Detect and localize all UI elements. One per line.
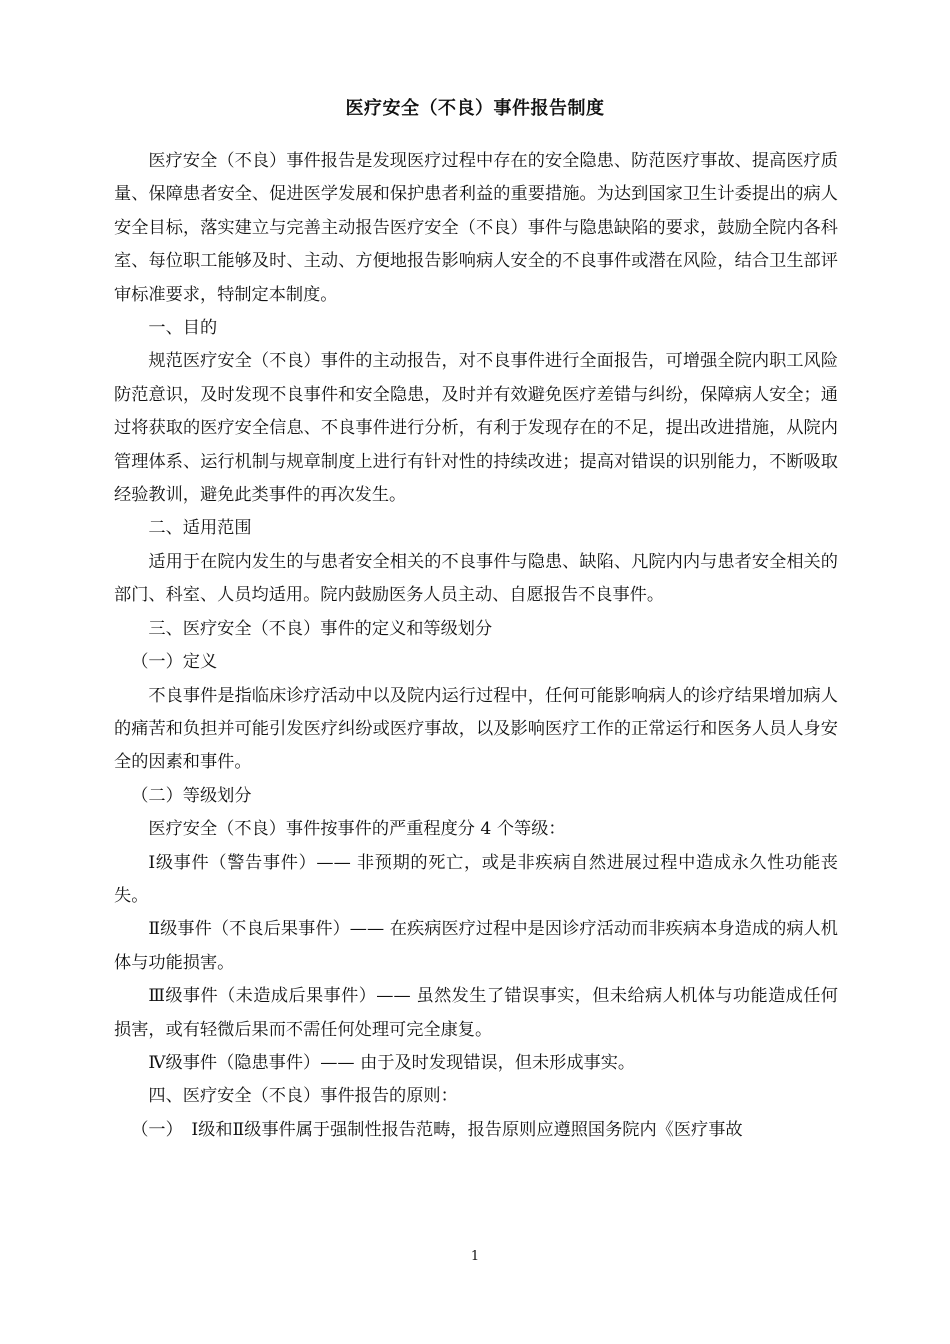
intro-paragraph: 医疗安全（不良）事件报告是发现医疗过程中存在的安全隐患、防范医疗事故、提高医疗质量、保障患者安全、促进医学发展和保护患者利益的重要措施。为达到国家卫生计委提出的病人安全目标，落实建立与完善主动报告医疗安全（不良）事件与隐患缺陷的要求，鼓励全院内各科室、每位职工能够及时、主动、方便地报告影响病人安全的不良事件或潜在风险，结合卫生部评审标准要求，特制定本制度。	[114, 151, 838, 305]
purpose-paragraph: 规范医疗安全（不良）事件的主动报告，对不良事件进行全面报告，可增强全院内职工风险防范意识，及时发现不良事件和安全隐患，及时并有效避免医疗差错与纠纷，保障病人安全；通过将获取的医疗安全信息、不良事件进行分析，有利于发现存在的不足，提出改进措施，从院内管理体系、运行机制与规章制度上进行有针对性的持续改进；提高对错误的识别能力，不断吸取经验教训，避免此类事件的再次发生。	[114, 351, 838, 506]
definition-paragraph: 不良事件是指临床诊疗活动中以及院内运行过程中，任何可能影响病人的诊疗结果增加病人的痛苦和负担并可能引发医疗纠纷或医疗事故，以及影响医疗工作的正常运行和医务人员人身安全的因素和事件。	[114, 685, 838, 773]
section-heading-principles: 四、医疗安全（不良）事件报告的原则：	[148, 1086, 458, 1107]
page-number: 1	[470, 1249, 480, 1264]
scope-paragraph: 适用于在院内发生的与患者安全相关的不良事件与隐患、缺陷、凡院内内与患者安全相关的部门、科室、人员均适用。院内鼓励医务人员主动、自愿报告不良事件。	[114, 551, 838, 606]
subheading-definition: （一）定义	[131, 652, 218, 673]
level-2-event-paragraph: Ⅱ级事件（不良后果事件）—— 在疾病医疗过程中是因诊疗活动而非疾病本身造成的病人机体与功能损害。	[114, 919, 838, 973]
section-heading-scope: 二、适用范围	[148, 518, 252, 539]
principle-1-paragraph: （一） Ⅰ级和Ⅱ级事件属于强制性报告范畴，报告原则应遵照国务院内《医疗事故	[131, 1119, 743, 1140]
document-body	[114, 145, 838, 1147]
level-3-event-paragraph: Ⅲ级事件（未造成后果事件）—— 虽然发生了错误事实，但未给病人机体与功能造成任何损害，或有轻微后果而不需任何处理可完全康复。	[114, 986, 838, 1040]
section-heading-purpose: 一、目的	[148, 318, 218, 339]
subheading-grading: （二）等级划分	[131, 785, 252, 806]
section-heading-definition-grading: 三、医疗安全（不良）事件的定义和等级划分	[148, 618, 493, 639]
level-4-event-paragraph: Ⅳ级事件（隐患事件）—— 由于及时发现错误，但未形成事实。	[148, 1052, 636, 1073]
grading-intro-paragraph: 医疗安全（不良）事件按事件的严重程度分 4 个等级：	[148, 819, 566, 840]
document-title: 医疗安全（不良）事件报告制度	[345, 98, 605, 119]
level-1-event-paragraph: Ⅰ级事件（警告事件）—— 非预期的死亡，或是非疾病自然进展过程中造成永久性功能丧失。	[114, 852, 838, 906]
